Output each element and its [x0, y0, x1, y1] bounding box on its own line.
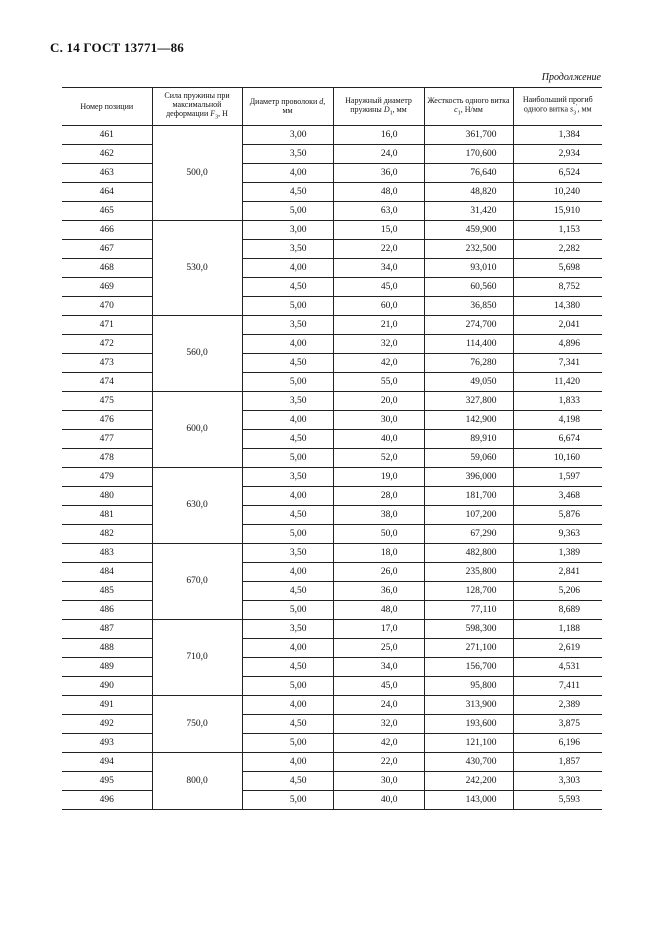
table-row: [62, 334, 602, 353]
wire-diameter-cell: 5,00: [242, 201, 333, 220]
position-number-cell: 474: [62, 372, 152, 391]
table-row: [62, 220, 602, 239]
max-coil-deflection-cell: 2,041: [513, 315, 602, 334]
max-coil-deflection-cell: 1,857: [513, 752, 602, 771]
table-row: [62, 429, 602, 448]
coil-stiffness-cell: 67,290: [424, 524, 513, 543]
outer-diameter-cell: 48,0: [333, 600, 424, 619]
position-number-cell: 493: [62, 733, 152, 752]
position-number-cell: 488: [62, 638, 152, 657]
position-number-cell: 472: [62, 334, 152, 353]
column-header-4: [333, 88, 424, 126]
table-row: [62, 163, 602, 182]
table-body: [62, 125, 602, 809]
outer-diameter-cell: 50,0: [333, 524, 424, 543]
max-coil-deflection-cell: 1,389: [513, 543, 602, 562]
coil-stiffness-cell: 77,110: [424, 600, 513, 619]
wire-diameter-cell: 4,50: [242, 277, 333, 296]
position-number-cell: 462: [62, 144, 152, 163]
wire-diameter-cell: 4,00: [242, 334, 333, 353]
coil-stiffness-cell: 121,100: [424, 733, 513, 752]
outer-diameter-cell: 60,0: [333, 296, 424, 315]
column-header-subscript: 1: [457, 110, 461, 117]
spring-force-cell: 630,0: [152, 467, 242, 543]
wire-diameter-cell: 4,00: [242, 562, 333, 581]
coil-stiffness-cell: 598,300: [424, 619, 513, 638]
position-number-cell: 480: [62, 486, 152, 505]
max-coil-deflection-cell: 1,188: [513, 619, 602, 638]
coil-stiffness-cell: 107,200: [424, 505, 513, 524]
column-header-unit: , мм: [392, 104, 407, 114]
outer-diameter-cell: 32,0: [333, 714, 424, 733]
spring-force-cell: 530,0: [152, 220, 242, 315]
table-row: [62, 391, 602, 410]
max-coil-deflection-cell: 2,619: [513, 638, 602, 657]
table-row: [62, 638, 602, 657]
table-row: [62, 144, 602, 163]
wire-diameter-cell: 5,00: [242, 372, 333, 391]
max-coil-deflection-cell: 5,206: [513, 581, 602, 600]
position-number-cell: 496: [62, 790, 152, 809]
wire-diameter-cell: 5,00: [242, 448, 333, 467]
wire-diameter-cell: 4,50: [242, 429, 333, 448]
outer-diameter-cell: 24,0: [333, 695, 424, 714]
max-coil-deflection-cell: 4,198: [513, 410, 602, 429]
max-coil-deflection-cell: 1,833: [513, 391, 602, 410]
position-number-cell: 463: [62, 163, 152, 182]
outer-diameter-cell: 34,0: [333, 258, 424, 277]
position-number-cell: 468: [62, 258, 152, 277]
coil-stiffness-cell: 59,060: [424, 448, 513, 467]
table-row: [62, 733, 602, 752]
outer-diameter-cell: 42,0: [333, 353, 424, 372]
table-row: [62, 296, 602, 315]
column-header-3: [242, 88, 333, 126]
spring-force-cell: 600,0: [152, 391, 242, 467]
spring-force-cell: 500,0: [152, 125, 242, 220]
coil-stiffness-cell: 430,700: [424, 752, 513, 771]
wire-diameter-cell: 5,00: [242, 733, 333, 752]
outer-diameter-cell: 36,0: [333, 163, 424, 182]
position-number-cell: 465: [62, 201, 152, 220]
wire-diameter-cell: 4,00: [242, 695, 333, 714]
coil-stiffness-cell: 232,500: [424, 239, 513, 258]
position-number-cell: 478: [62, 448, 152, 467]
table-row: [62, 125, 602, 144]
coil-stiffness-cell: 156,700: [424, 657, 513, 676]
position-number-cell: 481: [62, 505, 152, 524]
table-row: [62, 771, 602, 790]
page-header: С. 14 ГОСТ 13771—86: [50, 40, 184, 55]
outer-diameter-cell: 40,0: [333, 429, 424, 448]
coil-stiffness-cell: 181,700: [424, 486, 513, 505]
position-number-cell: 466: [62, 220, 152, 239]
wire-diameter-cell: 5,00: [242, 676, 333, 695]
column-header-6: [513, 88, 602, 126]
column-header-unit: , мм: [577, 105, 592, 115]
max-coil-deflection-cell: 1,153: [513, 220, 602, 239]
column-header-unit: , Н: [218, 109, 228, 119]
coil-stiffness-cell: 48,820: [424, 182, 513, 201]
wire-diameter-cell: 3,50: [242, 467, 333, 486]
column-header-1: [62, 88, 152, 126]
table-row: [62, 676, 602, 695]
max-coil-deflection-cell: 9,363: [513, 524, 602, 543]
wire-diameter-cell: 4,50: [242, 182, 333, 201]
column-header-symbol: F: [210, 109, 216, 119]
column-header-superscript: ′: [576, 104, 578, 111]
column-header-unit: , Н/мм: [460, 104, 483, 114]
outer-diameter-cell: 30,0: [333, 771, 424, 790]
outer-diameter-cell: 40,0: [333, 790, 424, 809]
max-coil-deflection-cell: 6,674: [513, 429, 602, 448]
column-header-text: Наружный диаметр пружины: [345, 95, 412, 114]
outer-diameter-cell: 15,0: [333, 220, 424, 239]
table-row: [62, 505, 602, 524]
outer-diameter-cell: 28,0: [333, 486, 424, 505]
coil-stiffness-cell: 36,850: [424, 296, 513, 315]
column-header-unit: , мм: [282, 97, 326, 116]
wire-diameter-cell: 3,00: [242, 125, 333, 144]
outer-diameter-cell: 17,0: [333, 619, 424, 638]
coil-stiffness-cell: 76,280: [424, 353, 513, 372]
max-coil-deflection-cell: 4,531: [513, 657, 602, 676]
outer-diameter-cell: 22,0: [333, 752, 424, 771]
column-header-subscript: 3: [215, 114, 219, 121]
position-number-cell: 479: [62, 467, 152, 486]
outer-diameter-cell: 48,0: [333, 182, 424, 201]
coil-stiffness-cell: 361,700: [424, 125, 513, 144]
outer-diameter-cell: 34,0: [333, 657, 424, 676]
table-row: [62, 372, 602, 391]
coil-stiffness-cell: 313,900: [424, 695, 513, 714]
position-number-cell: 495: [62, 771, 152, 790]
max-coil-deflection-cell: 5,876: [513, 505, 602, 524]
spring-spec-table: [62, 87, 602, 810]
wire-diameter-cell: 3,50: [242, 543, 333, 562]
position-number-cell: 490: [62, 676, 152, 695]
coil-stiffness-cell: 49,050: [424, 372, 513, 391]
table-row: [62, 353, 602, 372]
wire-diameter-cell: 3,50: [242, 239, 333, 258]
column-header-symbol: s: [570, 105, 574, 115]
wire-diameter-cell: 3,50: [242, 315, 333, 334]
table-row: [62, 543, 602, 562]
max-coil-deflection-cell: 6,196: [513, 733, 602, 752]
max-coil-deflection-cell: 15,910: [513, 201, 602, 220]
coil-stiffness-cell: 235,800: [424, 562, 513, 581]
table-row: [62, 657, 602, 676]
max-coil-deflection-cell: 14,380: [513, 296, 602, 315]
coil-stiffness-cell: 93,010: [424, 258, 513, 277]
position-number-cell: 483: [62, 543, 152, 562]
position-number-cell: 477: [62, 429, 152, 448]
position-number-cell: 475: [62, 391, 152, 410]
position-number-cell: 487: [62, 619, 152, 638]
coil-stiffness-cell: 193,600: [424, 714, 513, 733]
coil-stiffness-cell: 271,100: [424, 638, 513, 657]
position-number-cell: 476: [62, 410, 152, 429]
position-number-cell: 473: [62, 353, 152, 372]
position-number-cell: 471: [62, 315, 152, 334]
position-number-cell: 470: [62, 296, 152, 315]
max-coil-deflection-cell: 1,384: [513, 125, 602, 144]
wire-diameter-cell: 4,50: [242, 353, 333, 372]
column-header-symbol: c: [454, 104, 458, 114]
wire-diameter-cell: 3,00: [242, 220, 333, 239]
coil-stiffness-cell: 60,560: [424, 277, 513, 296]
table-row: [62, 714, 602, 733]
coil-stiffness-cell: 459,900: [424, 220, 513, 239]
max-coil-deflection-cell: 8,752: [513, 277, 602, 296]
outer-diameter-cell: 19,0: [333, 467, 424, 486]
wire-diameter-cell: 4,50: [242, 714, 333, 733]
column-header-text: Наибольший прогиб одного витка: [522, 95, 593, 115]
table-row: [62, 315, 602, 334]
wire-diameter-cell: 4,00: [242, 752, 333, 771]
max-coil-deflection-cell: 7,411: [513, 676, 602, 695]
table-row: [62, 581, 602, 600]
wire-diameter-cell: 4,50: [242, 505, 333, 524]
continuation-note: Продолжение: [541, 72, 601, 83]
coil-stiffness-cell: 76,640: [424, 163, 513, 182]
wire-diameter-cell: 4,00: [242, 486, 333, 505]
max-coil-deflection-cell: 2,841: [513, 562, 602, 581]
outer-diameter-cell: 38,0: [333, 505, 424, 524]
wire-diameter-cell: 4,00: [242, 410, 333, 429]
table-row: [62, 486, 602, 505]
spring-force-cell: 670,0: [152, 543, 242, 619]
outer-diameter-cell: 45,0: [333, 676, 424, 695]
outer-diameter-cell: 36,0: [333, 581, 424, 600]
wire-diameter-cell: 5,00: [242, 790, 333, 809]
max-coil-deflection-cell: 10,160: [513, 448, 602, 467]
wire-diameter-cell: 5,00: [242, 600, 333, 619]
table-row: [62, 467, 602, 486]
max-coil-deflection-cell: 1,597: [513, 467, 602, 486]
outer-diameter-cell: 30,0: [333, 410, 424, 429]
coil-stiffness-cell: 242,200: [424, 771, 513, 790]
wire-diameter-cell: 5,00: [242, 524, 333, 543]
max-coil-deflection-cell: 8,689: [513, 600, 602, 619]
coil-stiffness-cell: 31,420: [424, 201, 513, 220]
column-header-text: Диаметр проволоки: [249, 97, 320, 107]
table-row: [62, 562, 602, 581]
column-header-subscript: 3: [573, 110, 577, 117]
header-row: [62, 88, 602, 126]
coil-stiffness-cell: 170,600: [424, 144, 513, 163]
table-row: [62, 201, 602, 220]
spring-force-cell: 710,0: [152, 619, 242, 695]
position-number-cell: 485: [62, 581, 152, 600]
wire-diameter-cell: 4,50: [242, 581, 333, 600]
column-header-symbol: D: [383, 104, 390, 114]
table-row: [62, 600, 602, 619]
max-coil-deflection-cell: 2,389: [513, 695, 602, 714]
column-header-text: Номер позиции: [80, 101, 134, 111]
wire-diameter-cell: 4,50: [242, 771, 333, 790]
max-coil-deflection-cell: 6,524: [513, 163, 602, 182]
outer-diameter-cell: 55,0: [333, 372, 424, 391]
outer-diameter-cell: 22,0: [333, 239, 424, 258]
position-number-cell: 482: [62, 524, 152, 543]
table-row: [62, 277, 602, 296]
outer-diameter-cell: 32,0: [333, 334, 424, 353]
outer-diameter-cell: 42,0: [333, 733, 424, 752]
wire-diameter-cell: 4,00: [242, 638, 333, 657]
coil-stiffness-cell: 396,000: [424, 467, 513, 486]
column-header-5: [424, 88, 513, 126]
outer-diameter-cell: 21,0: [333, 315, 424, 334]
position-number-cell: 494: [62, 752, 152, 771]
wire-diameter-cell: 3,50: [242, 391, 333, 410]
outer-diameter-cell: 24,0: [333, 144, 424, 163]
outer-diameter-cell: 26,0: [333, 562, 424, 581]
position-number-cell: 491: [62, 695, 152, 714]
coil-stiffness-cell: 482,800: [424, 543, 513, 562]
max-coil-deflection-cell: 4,896: [513, 334, 602, 353]
outer-diameter-cell: 25,0: [333, 638, 424, 657]
coil-stiffness-cell: 274,700: [424, 315, 513, 334]
wire-diameter-cell: 3,50: [242, 619, 333, 638]
column-header-subscript: 1: [389, 110, 393, 117]
table-row: [62, 258, 602, 277]
coil-stiffness-cell: 89,910: [424, 429, 513, 448]
table-row: [62, 524, 602, 543]
position-number-cell: 484: [62, 562, 152, 581]
column-header-symbol: d: [319, 97, 324, 107]
spring-force-cell: 560,0: [152, 315, 242, 391]
position-number-cell: 489: [62, 657, 152, 676]
column-header-text: Сила пружины при максимальной деформации: [164, 91, 230, 119]
table-row: [62, 448, 602, 467]
table-row: [62, 182, 602, 201]
max-coil-deflection-cell: 2,934: [513, 144, 602, 163]
max-coil-deflection-cell: 3,468: [513, 486, 602, 505]
max-coil-deflection-cell: 11,420: [513, 372, 602, 391]
max-coil-deflection-cell: 3,875: [513, 714, 602, 733]
coil-stiffness-cell: 327,800: [424, 391, 513, 410]
column-header-2: [152, 88, 242, 126]
coil-stiffness-cell: 143,000: [424, 790, 513, 809]
max-coil-deflection-cell: 7,341: [513, 353, 602, 372]
column-header-text: Жесткость одного витка: [427, 95, 510, 105]
outer-diameter-cell: 16,0: [333, 125, 424, 144]
spring-force-cell: 750,0: [152, 695, 242, 752]
table-row: [62, 619, 602, 638]
position-number-cell: 492: [62, 714, 152, 733]
table-row: [62, 790, 602, 809]
table-row: [62, 239, 602, 258]
position-number-cell: 461: [62, 125, 152, 144]
table-row: [62, 752, 602, 771]
wire-diameter-cell: 4,00: [242, 163, 333, 182]
table-row: [62, 410, 602, 429]
position-number-cell: 467: [62, 239, 152, 258]
coil-stiffness-cell: 128,700: [424, 581, 513, 600]
position-number-cell: 486: [62, 600, 152, 619]
coil-stiffness-cell: 114,400: [424, 334, 513, 353]
position-number-cell: 464: [62, 182, 152, 201]
table-row: [62, 695, 602, 714]
coil-stiffness-cell: 95,800: [424, 676, 513, 695]
max-coil-deflection-cell: 10,240: [513, 182, 602, 201]
max-coil-deflection-cell: 3,303: [513, 771, 602, 790]
spring-force-cell: 800,0: [152, 752, 242, 809]
wire-diameter-cell: 3,50: [242, 144, 333, 163]
outer-diameter-cell: 52,0: [333, 448, 424, 467]
coil-stiffness-cell: 142,900: [424, 410, 513, 429]
max-coil-deflection-cell: 5,698: [513, 258, 602, 277]
outer-diameter-cell: 45,0: [333, 277, 424, 296]
wire-diameter-cell: 4,00: [242, 258, 333, 277]
position-number-cell: 469: [62, 277, 152, 296]
wire-diameter-cell: 4,50: [242, 657, 333, 676]
max-coil-deflection-cell: 2,282: [513, 239, 602, 258]
table-head: [62, 88, 602, 126]
outer-diameter-cell: 18,0: [333, 543, 424, 562]
outer-diameter-cell: 20,0: [333, 391, 424, 410]
max-coil-deflection-cell: 5,593: [513, 790, 602, 809]
outer-diameter-cell: 63,0: [333, 201, 424, 220]
wire-diameter-cell: 5,00: [242, 296, 333, 315]
